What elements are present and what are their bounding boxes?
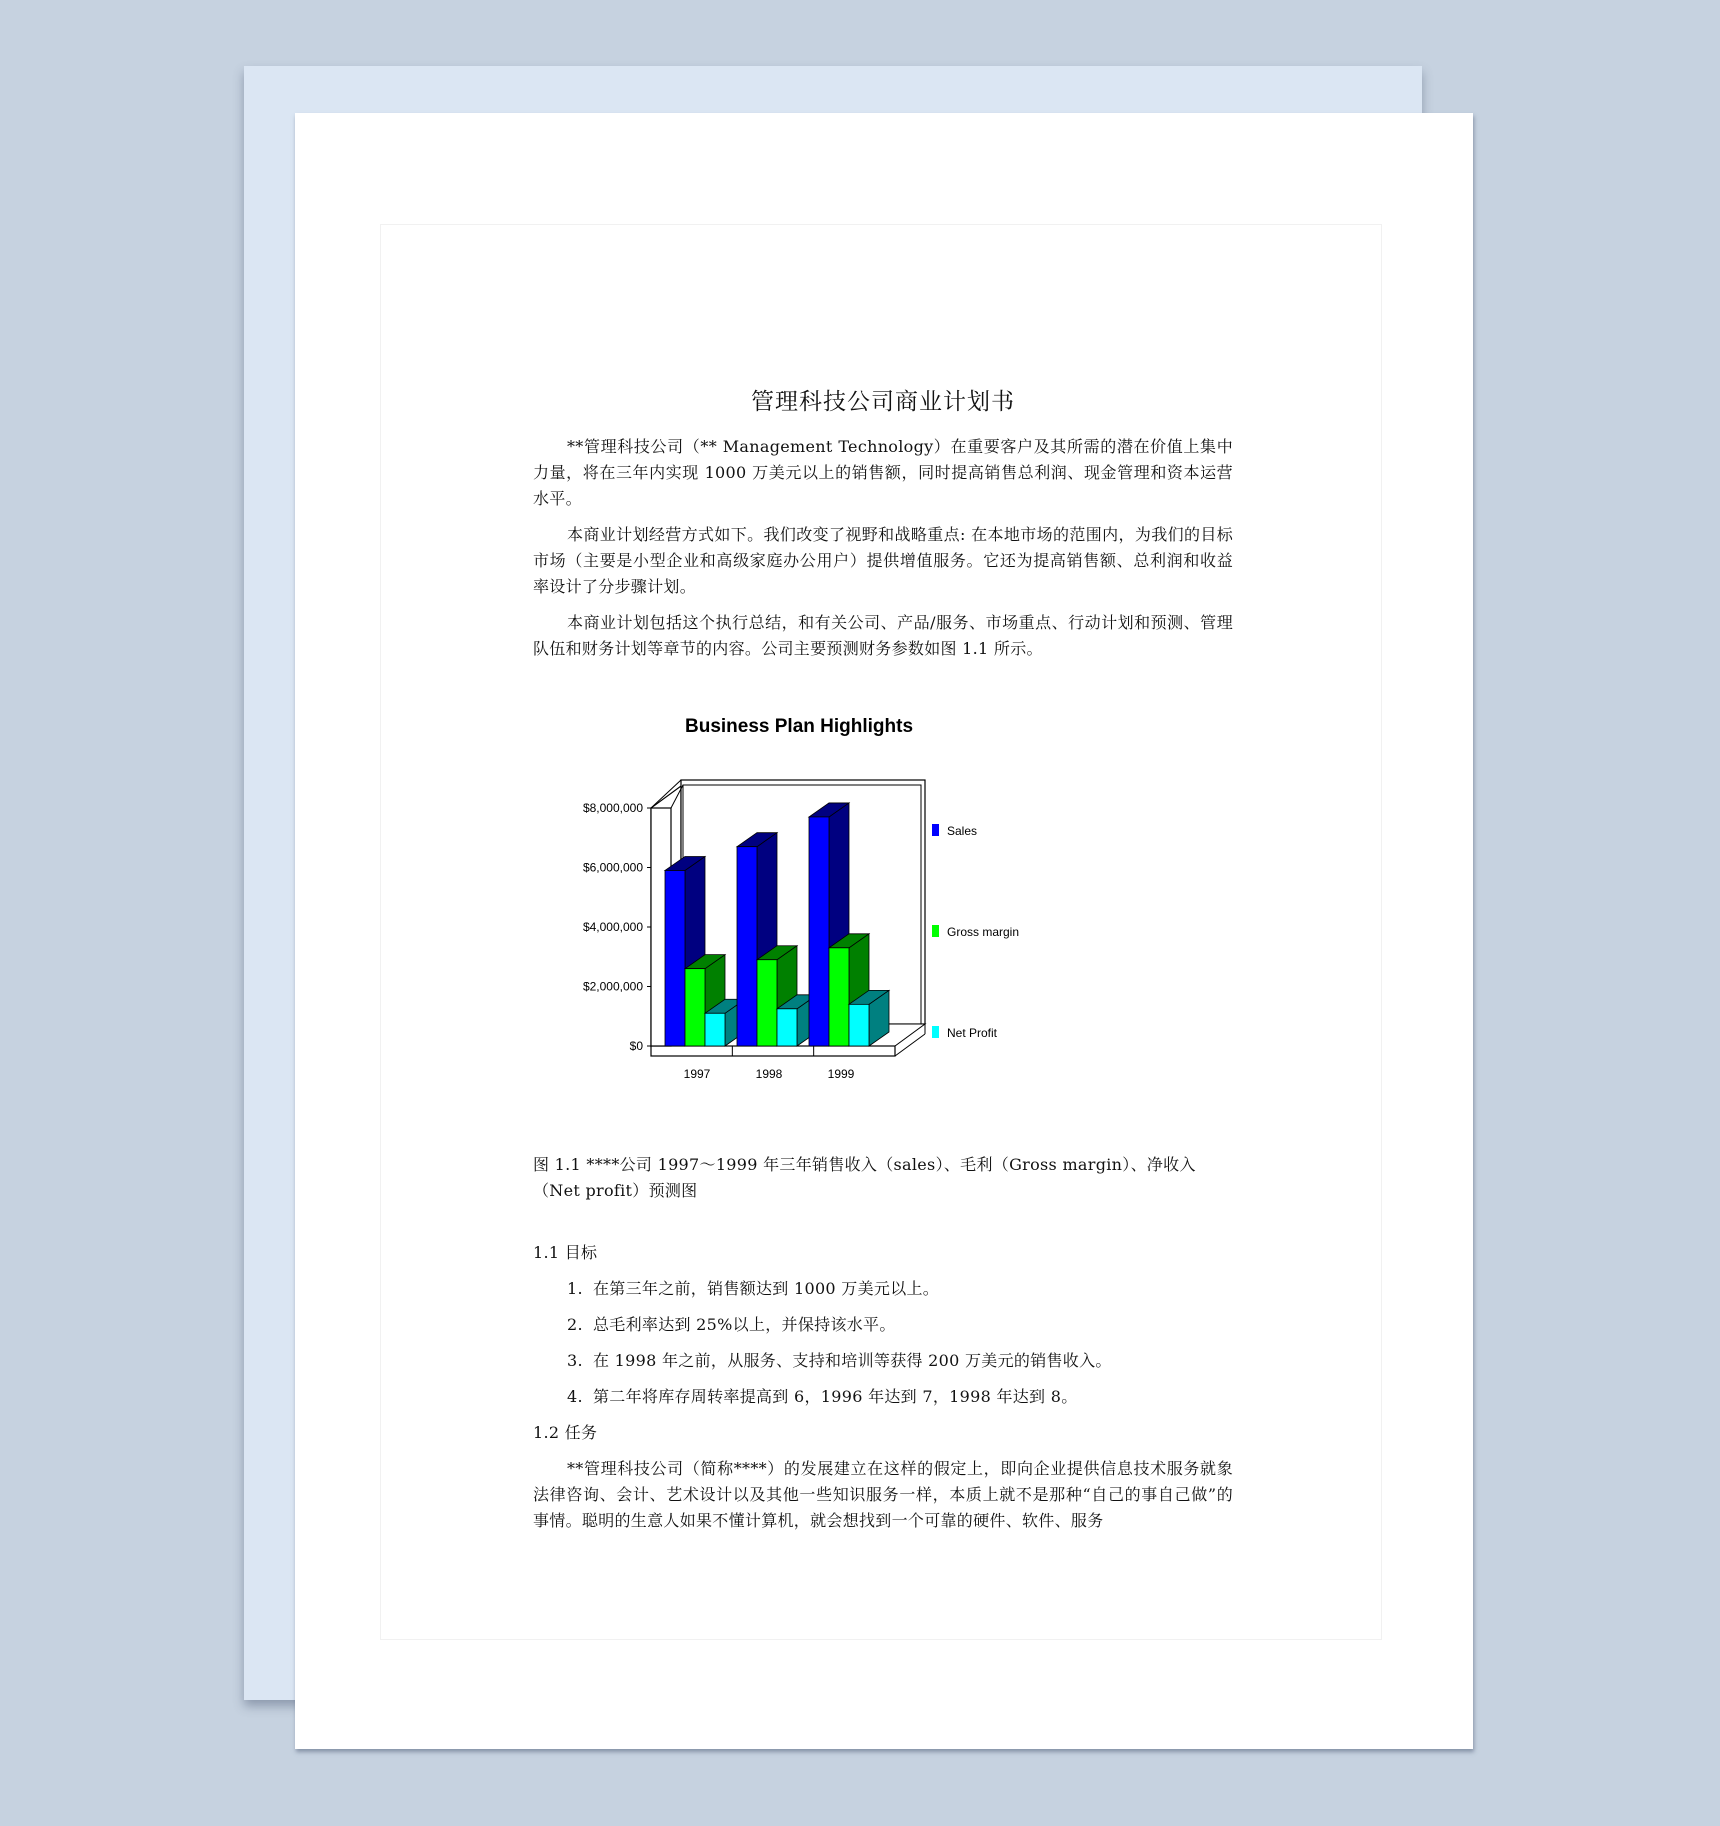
y-tick-label: $6,000,000 bbox=[582, 860, 643, 875]
floor-front-edge bbox=[651, 1046, 895, 1056]
legend-label: Gross margin bbox=[947, 925, 1020, 939]
chart-title: Business Plan Highlights bbox=[685, 716, 914, 737]
chart-plot bbox=[551, 746, 1071, 1146]
legend-label: Sales bbox=[947, 824, 978, 838]
x-tick-label: 1999 bbox=[827, 1067, 855, 1081]
bar-sales bbox=[665, 870, 685, 1046]
goal-item: 3. 在 1998 年之前，从服务、支持和培训等获得 200 万美元的销售收入。 bbox=[567, 1351, 1112, 1370]
business-plan-chart bbox=[551, 716, 1071, 1146]
page-content bbox=[533, 383, 1233, 1544]
intro-paragraph-2: 本商业计划经营方式如下。我们改变了视野和战略重点: 在本地市场的范围内，为我们的目标市场（主要是小型企业和高级家庭办公用户）提供增值服务。它还为提高销售额、总利润和收益率设计了分步骤计划。 bbox=[533, 525, 1233, 596]
bar-sales bbox=[737, 847, 757, 1046]
y-tick-label: $0 bbox=[629, 1039, 643, 1053]
bar-net-profit bbox=[705, 1013, 725, 1046]
legend-label: Net Profit bbox=[947, 1026, 998, 1040]
y-tick-label: $4,000,000 bbox=[582, 920, 643, 934]
bar-gross-margin bbox=[829, 948, 849, 1046]
intro-paragraph-1: **管理科技公司（** Management Technology）在重要客户及其所需的潜在价值上集中力量，将在三年内实现 1000 万美元以上的销售额，同时提高销售总利润、现金管理和资本运营水平。 bbox=[533, 437, 1233, 508]
goal-item: 1. 在第三年之前，销售额达到 1000 万美元以上。 bbox=[567, 1279, 940, 1298]
document-title: 管理科技公司商业计划书 bbox=[751, 389, 1015, 415]
section-heading-goals: 1.1 目标 bbox=[533, 1243, 598, 1262]
goal-item: 4. 第二年将库存周转率提高到 6，1996 年达到 7，1998 年达到 8。 bbox=[567, 1387, 1078, 1406]
x-tick-label: 1997 bbox=[683, 1067, 711, 1081]
bar-sales bbox=[809, 817, 829, 1046]
figure-caption: 图 1.1 ****公司 1997～1999 年三年销售收入（sales）、毛利（Gross margin）、净收入（Net profit）预测图 bbox=[533, 1155, 1196, 1200]
legend-swatch bbox=[932, 1026, 939, 1038]
bar-net-profit bbox=[777, 1009, 797, 1046]
bar-net-profit bbox=[849, 1004, 869, 1046]
bar-gross-margin bbox=[757, 960, 777, 1046]
section-heading-mission: 1.2 任务 bbox=[533, 1423, 598, 1442]
goal-item: 2. 总毛利率达到 25%以上，并保持该水平。 bbox=[567, 1315, 896, 1334]
mission-paragraph: **管理科技公司（简称****）的发展建立在这样的假定上，即向企业提供信息技术服务就象法律咨询、会计、艺术设计以及其他一些知识服务一样，本质上就不是那种“自己的事自己做”的事情。聪明的生意人如果不懂计算机，就会想找到一个可靠的硬件、软件、服务 bbox=[533, 1459, 1233, 1530]
document-page bbox=[295, 113, 1473, 1749]
legend-swatch bbox=[932, 925, 939, 937]
y-tick-label: $8,000,000 bbox=[582, 801, 643, 815]
x-tick-label: 1998 bbox=[755, 1067, 783, 1081]
y-tick-label: $2,000,000 bbox=[582, 979, 643, 994]
bar-gross-margin bbox=[685, 969, 705, 1046]
legend-swatch bbox=[932, 824, 939, 836]
intro-paragraph-3: 本商业计划包括这个执行总结，和有关公司、产品/服务、市场重点、行动计划和预测、管理队伍和财务计划等章节的内容。公司主要预测财务参数如图 1.1 所示。 bbox=[533, 613, 1233, 658]
